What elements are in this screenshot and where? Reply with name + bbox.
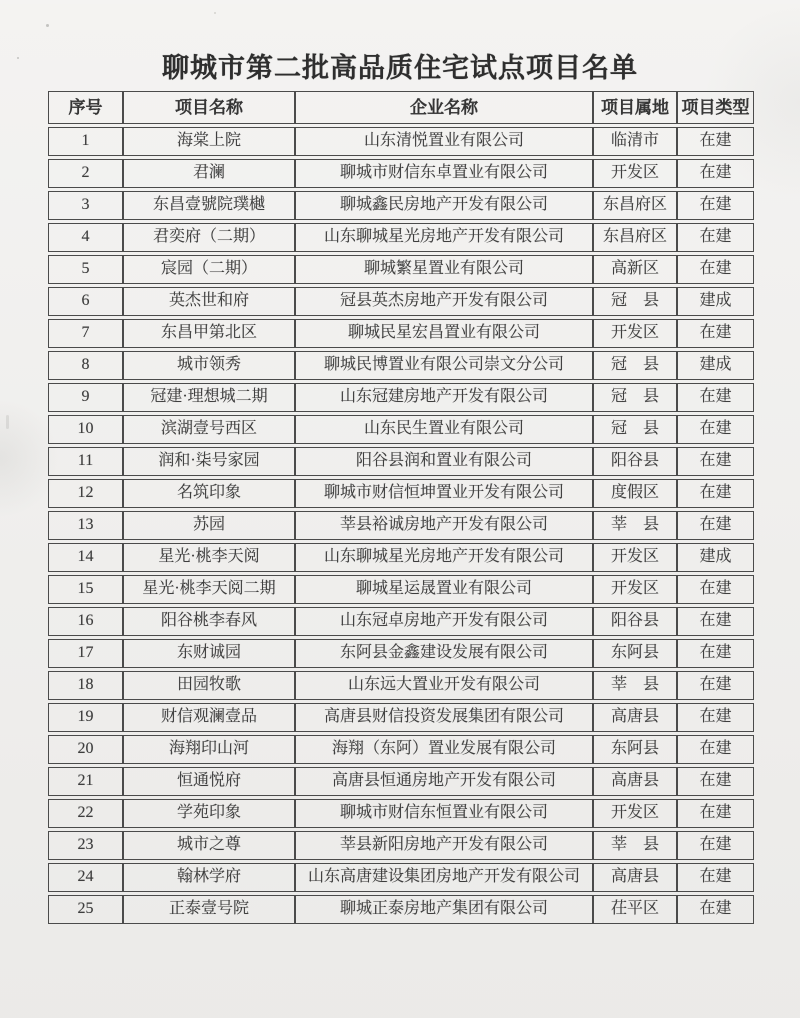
cell-type: 在建 — [677, 447, 754, 476]
cell-type: 在建 — [677, 255, 754, 284]
cell-name: 东昌甲第北区 — [123, 319, 295, 348]
scan-speck — [46, 24, 49, 27]
cell-no: 10 — [48, 415, 123, 444]
cell-name: 名筑印象 — [123, 479, 295, 508]
cell-company: 东阿县金鑫建设发展有限公司 — [295, 639, 593, 668]
cell-type: 在建 — [677, 191, 754, 220]
cell-location: 东阿县 — [593, 639, 677, 668]
cell-name: 苏园 — [123, 511, 295, 540]
cell-no: 19 — [48, 703, 123, 732]
cell-company: 聊城民星宏昌置业有限公司 — [295, 319, 593, 348]
cell-location: 高唐县 — [593, 863, 677, 892]
cell-name: 润和·柒号家园 — [123, 447, 295, 476]
table-row — [48, 287, 754, 316]
cell-location: 开发区 — [593, 575, 677, 604]
cell-location: 东昌府区 — [593, 191, 677, 220]
cell-type: 建成 — [677, 543, 754, 572]
cell-name: 滨湖壹号西区 — [123, 415, 295, 444]
cell-company: 聊城民博置业有限公司崇文分公司 — [295, 351, 593, 380]
cell-company: 山东冠建房地产开发有限公司 — [295, 383, 593, 412]
header-name: 项目名称 — [123, 91, 295, 124]
page-title: 聊城市第二批高品质住宅试点项目名单 — [162, 53, 638, 83]
cell-company: 聊城市财信东卓置业有限公司 — [295, 159, 593, 188]
cell-no: 12 — [48, 479, 123, 508]
cell-no: 21 — [48, 767, 123, 796]
cell-name: 阳谷桃李春风 — [123, 607, 295, 636]
cell-no: 15 — [48, 575, 123, 604]
cell-name: 东昌壹號院璞樾 — [123, 191, 295, 220]
table-row — [48, 415, 754, 444]
cell-no: 13 — [48, 511, 123, 540]
table-row — [48, 831, 754, 860]
table-row — [48, 159, 754, 188]
cell-company: 阳谷县润和置业有限公司 — [295, 447, 593, 476]
cell-location: 东昌府区 — [593, 223, 677, 252]
cell-name: 正泰壹号院 — [123, 895, 295, 924]
table-row — [48, 735, 754, 764]
cell-no: 25 — [48, 895, 123, 924]
cell-company: 山东民生置业有限公司 — [295, 415, 593, 444]
table-row — [48, 383, 754, 412]
cell-company: 莘县裕诚房地产开发有限公司 — [295, 511, 593, 540]
table-row — [48, 607, 754, 636]
cell-company: 聊城鑫民房地产开发有限公司 — [295, 191, 593, 220]
cell-no: 24 — [48, 863, 123, 892]
cell-company: 聊城市财信恒坤置业开发有限公司 — [295, 479, 593, 508]
cell-type: 在建 — [677, 799, 754, 828]
cell-type: 在建 — [677, 223, 754, 252]
cell-no: 23 — [48, 831, 123, 860]
header-no: 序号 — [48, 91, 123, 124]
table-row — [48, 799, 754, 828]
cell-location: 冠 县 — [593, 415, 677, 444]
cell-company: 高唐县财信投资发展集团有限公司 — [295, 703, 593, 732]
table-row — [48, 447, 754, 476]
cell-type: 在建 — [677, 895, 754, 924]
cell-type: 在建 — [677, 671, 754, 700]
table-row — [48, 479, 754, 508]
cell-no: 3 — [48, 191, 123, 220]
cell-location: 开发区 — [593, 799, 677, 828]
cell-type: 在建 — [677, 831, 754, 860]
cell-company: 聊城市财信东恒置业有限公司 — [295, 799, 593, 828]
cell-type: 在建 — [677, 639, 754, 668]
cell-type: 在建 — [677, 767, 754, 796]
cell-location: 冠 县 — [593, 351, 677, 380]
cell-type: 在建 — [677, 159, 754, 188]
scan-speck — [214, 12, 216, 14]
table-row — [48, 543, 754, 572]
cell-type: 建成 — [677, 287, 754, 316]
cell-no: 11 — [48, 447, 123, 476]
cell-type: 建成 — [677, 351, 754, 380]
table-body — [48, 127, 754, 924]
cell-location: 莘 县 — [593, 671, 677, 700]
cell-name: 宸园（二期） — [123, 255, 295, 284]
cell-no: 1 — [48, 127, 123, 156]
table-row — [48, 767, 754, 796]
cell-company: 山东聊城星光房地产开发有限公司 — [295, 543, 593, 572]
cell-type: 在建 — [677, 127, 754, 156]
cell-location: 阳谷县 — [593, 447, 677, 476]
cell-type: 在建 — [677, 511, 754, 540]
table-row — [48, 127, 754, 156]
cell-name: 君奕府（二期） — [123, 223, 295, 252]
cell-name: 学苑印象 — [123, 799, 295, 828]
cell-location: 阳谷县 — [593, 607, 677, 636]
cell-no: 6 — [48, 287, 123, 316]
table-row — [48, 575, 754, 604]
cell-type: 在建 — [677, 479, 754, 508]
cell-type: 在建 — [677, 735, 754, 764]
cell-no: 14 — [48, 543, 123, 572]
cell-type: 在建 — [677, 383, 754, 412]
cell-location: 茌平区 — [593, 895, 677, 924]
cell-name: 恒通悦府 — [123, 767, 295, 796]
cell-location: 冠 县 — [593, 383, 677, 412]
cell-location: 开发区 — [593, 159, 677, 188]
cell-company: 山东聊城星光房地产开发有限公司 — [295, 223, 593, 252]
cell-name: 海棠上院 — [123, 127, 295, 156]
cell-name: 财信观澜壹品 — [123, 703, 295, 732]
table-row — [48, 191, 754, 220]
table-row — [48, 863, 754, 892]
cell-name: 英杰世和府 — [123, 287, 295, 316]
cell-location: 冠 县 — [593, 287, 677, 316]
cell-no: 2 — [48, 159, 123, 188]
cell-company: 山东清悦置业有限公司 — [295, 127, 593, 156]
cell-company: 聊城正泰房地产集团有限公司 — [295, 895, 593, 924]
cell-location: 开发区 — [593, 543, 677, 572]
cell-name: 城市之尊 — [123, 831, 295, 860]
cell-no: 8 — [48, 351, 123, 380]
cell-location: 高新区 — [593, 255, 677, 284]
cell-location: 度假区 — [593, 479, 677, 508]
scan-speck — [6, 415, 9, 429]
cell-no: 18 — [48, 671, 123, 700]
table-row — [48, 511, 754, 540]
table-row — [48, 223, 754, 252]
cell-location: 东阿县 — [593, 735, 677, 764]
cell-no: 20 — [48, 735, 123, 764]
cell-name: 星光·桃李天阅二期 — [123, 575, 295, 604]
table-row — [48, 255, 754, 284]
cell-type: 在建 — [677, 607, 754, 636]
cell-company: 海翔（东阿）置业发展有限公司 — [295, 735, 593, 764]
table-row — [48, 703, 754, 732]
cell-name: 星光·桃李天阅 — [123, 543, 295, 572]
cell-location: 临清市 — [593, 127, 677, 156]
header-type: 项目类型 — [677, 91, 754, 124]
cell-location: 莘 县 — [593, 831, 677, 860]
cell-company: 山东冠卓房地产开发有限公司 — [295, 607, 593, 636]
project-table — [48, 88, 754, 927]
cell-name: 田园牧歌 — [123, 671, 295, 700]
cell-name: 城市领秀 — [123, 351, 295, 380]
header-company: 企业名称 — [295, 91, 593, 124]
cell-name: 海翔印山河 — [123, 735, 295, 764]
cell-no: 16 — [48, 607, 123, 636]
cell-no: 4 — [48, 223, 123, 252]
cell-company: 莘县新阳房地产开发有限公司 — [295, 831, 593, 860]
cell-name: 翰林学府 — [123, 863, 295, 892]
cell-no: 22 — [48, 799, 123, 828]
cell-location: 高唐县 — [593, 767, 677, 796]
cell-type: 在建 — [677, 415, 754, 444]
cell-name: 冠建·理想城二期 — [123, 383, 295, 412]
cell-location: 高唐县 — [593, 703, 677, 732]
cell-name: 东财诚园 — [123, 639, 295, 668]
cell-no: 5 — [48, 255, 123, 284]
cell-no: 7 — [48, 319, 123, 348]
cell-no: 17 — [48, 639, 123, 668]
cell-type: 在建 — [677, 703, 754, 732]
cell-no: 9 — [48, 383, 123, 412]
cell-location: 开发区 — [593, 319, 677, 348]
table-row — [48, 671, 754, 700]
cell-company: 山东远大置业开发有限公司 — [295, 671, 593, 700]
table-header-row — [48, 91, 754, 124]
cell-company: 聊城星运晟置业有限公司 — [295, 575, 593, 604]
table-row — [48, 319, 754, 348]
cell-type: 在建 — [677, 319, 754, 348]
cell-type: 在建 — [677, 575, 754, 604]
cell-company: 冠县英杰房地产开发有限公司 — [295, 287, 593, 316]
table-row — [48, 351, 754, 380]
table-row — [48, 895, 754, 924]
header-location: 项目属地 — [593, 91, 677, 124]
cell-company: 聊城繁星置业有限公司 — [295, 255, 593, 284]
cell-company: 山东高唐建设集团房地产开发有限公司 — [295, 863, 593, 892]
cell-company: 高唐县恒通房地产开发有限公司 — [295, 767, 593, 796]
table-row — [48, 639, 754, 668]
cell-type: 在建 — [677, 863, 754, 892]
cell-location: 莘 县 — [593, 511, 677, 540]
cell-name: 君澜 — [123, 159, 295, 188]
